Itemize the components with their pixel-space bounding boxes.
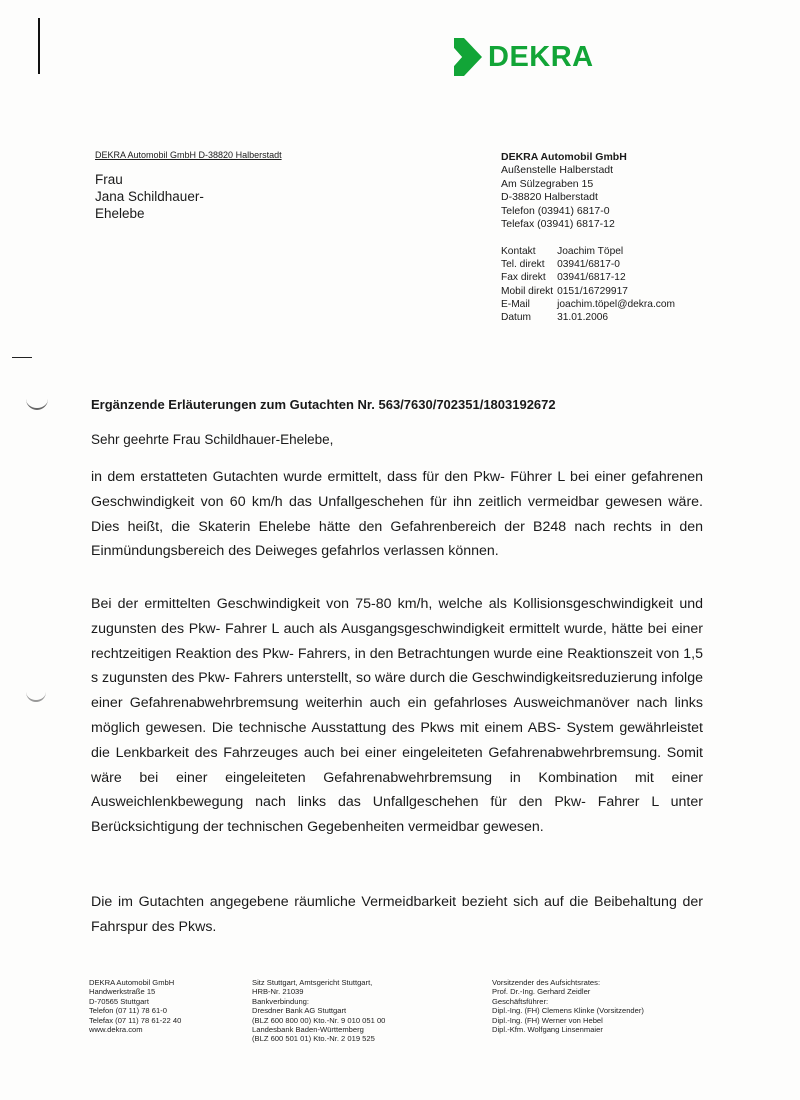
- footer-line: Telefax (07 11) 78 61-22 40: [89, 1015, 182, 1025]
- footer-line: Vorsitzender des Aufsichtsrates:: [492, 978, 601, 987]
- footer-company-info: [89, 978, 181, 1034]
- contact-row: [501, 298, 675, 311]
- sender-line: D-38820 Halberstadt: [501, 191, 598, 204]
- contact-label: Mobil direkt: [501, 285, 554, 297]
- footer-line: D-70565 Stuttgart: [89, 996, 149, 1006]
- footer-line: Dipl.-Ing. (FH) Clemens Klinke (Vorsitzender): [492, 1006, 644, 1016]
- sender-line: Am Sülzegraben 15: [501, 177, 594, 190]
- contact-row: [501, 311, 675, 324]
- footer-line: Geschäftsführer:: [492, 996, 549, 1006]
- contact-label: Datum: [501, 312, 532, 324]
- salutation: Sehr geehrte Frau Schildhauer-Ehelebe,: [91, 432, 334, 447]
- footer-line: Dipl.-Kfm. Wolfgang Linsenmaier: [492, 1025, 603, 1035]
- footer-line: Handwerkstraße 15: [89, 987, 156, 997]
- recipient-line: Jana Schildhauer-: [95, 189, 204, 204]
- footer-line: Bankverbindung:: [252, 996, 309, 1006]
- body-paragraph: in dem erstatteten Gutachten wurde ermittelt, dass für den Pkw- Führer L bei einer gefahrenen Geschwindigkeit von 60 km/h das Unfallgeschehen für ihn zeitlich vermeidbar gewesen wäre. Dies heißt, die Skaterin Ehelebe hätte den Gefahrenbereich der B248 nach rechts in den Einmündungsbereich des Deiweges gefahrlos verlassen können.: [91, 469, 703, 560]
- contact-email: joachim.töpel@dekra.com: [557, 298, 676, 310]
- contact-label: E-Mail: [501, 298, 530, 310]
- contact-label: Fax direkt: [501, 272, 546, 284]
- sender-line: Außenstelle Halberstadt: [501, 164, 614, 177]
- contact-row: [501, 245, 675, 258]
- contact-value: 03941/6817-12: [557, 272, 626, 284]
- footer-line: (BLZ 600 800 00) Kto.-Nr. 9 010 051 00: [252, 1015, 386, 1025]
- fold-mark: [12, 357, 32, 358]
- footer-line: Sitz Stuttgart, Amtsgericht Stuttgart,: [252, 978, 373, 987]
- footer-line: Landesbank Baden-Württemberg: [252, 1025, 364, 1035]
- contact-block: [501, 245, 675, 324]
- footer-line: (BLZ 600 501 01) Kto.-Nr. 2 019 525: [252, 1034, 375, 1044]
- footer-line: DEKRA Automobil GmbH: [89, 978, 175, 987]
- footer-registration-bank: [252, 978, 385, 1044]
- recipient-address: [95, 171, 204, 222]
- sender-address: [501, 151, 627, 231]
- contact-row: [501, 271, 675, 284]
- letter-date: 31.01.2006: [557, 312, 609, 324]
- logo-text: DEKRA: [488, 40, 594, 73]
- contact-label: Tel. direkt: [501, 259, 545, 271]
- body-paragraph: Die im Gutachten angegebene räumliche Vermeidbarkeit bezieht sich auf die Beibehaltung der Fahrspur des Pkws.: [91, 894, 703, 935]
- footer-line: Dipl.-Ing. (FH) Werner von Hebel: [492, 1015, 603, 1025]
- footer-line: HRB-Nr. 21039: [252, 987, 304, 997]
- sender-line: Telefax (03941) 6817-12: [501, 218, 615, 231]
- punch-hole-mark: [26, 690, 46, 702]
- footer-line: Prof. Dr.-Ing. Gerhard Zeidler: [492, 987, 591, 997]
- body-paragraph: Bei der ermittelten Geschwindigkeit von 75-80 km/h, welche als Kollisionsgeschwindigkeit und zugunsten des Pkw- Fahrer L auch als Ausgangsgeschwindigkeit ermittelt wurde, hätte bei einer rechtzeitigen Reaktion des Pkw- Fahrers, in den Betrachtungen wurde eine Reaktionszeit von 1,5 s zugunsten des Pkw- Fahrers unterstellt, so wäre durch die Geschwindigkeitsreduzierung infolge einer Gefahrenabwehrbremsung weiterhin auch ein gefahrloses Ausweichmanöver nach links möglich gewesen. Die technische Ausstattung des Pkws mit einem ABS- System gewährleistet die Lenkbarkeit des Fahrzeuges auch bei einer eingeleiteten Gefahrenabwehrbremsung. Somit wäre bei einer eingeleiteten Gefahrenabwehrbremsung in Kombination mit einer Ausweichlenkbewegung nach links das Unfallgeschehen für den Pkw- Fahrer L unter Berücksichtigung der technischen Gegebenheiten vermeidbar gewesen.: [91, 596, 703, 836]
- footer-line: www.dekra.com: [89, 1025, 143, 1035]
- dekra-logo: [452, 38, 594, 76]
- return-address: DEKRA Automobil GmbH D-38820 Halberstadt: [95, 150, 282, 160]
- footer-line: Telefon (07 11) 78 61-0: [89, 1006, 167, 1016]
- contact-row: [501, 285, 675, 298]
- scan-mark: [38, 18, 40, 74]
- recipient-line: Frau: [95, 172, 123, 187]
- contact-row: [501, 258, 675, 271]
- contact-value: 03941/6817-0: [557, 259, 620, 271]
- sender-company: DEKRA Automobil GmbH: [501, 151, 627, 163]
- dekra-chevron-icon: [452, 38, 482, 76]
- footer-line: Dresdner Bank AG Stuttgart: [252, 1006, 347, 1016]
- contact-value: 0151/16729917: [557, 285, 628, 297]
- recipient-line: Ehelebe: [95, 206, 145, 221]
- contact-value: Joachim Töpel: [557, 246, 624, 257]
- sender-line: Telefon (03941) 6817-0: [501, 204, 610, 217]
- contact-label: Kontakt: [501, 246, 536, 257]
- punch-hole-mark: [26, 396, 48, 410]
- letter-subject: Ergänzende Erläuterungen zum Gutachten Nr. 563/7630/702351/1803192672: [91, 397, 556, 412]
- footer-management: [492, 978, 644, 1034]
